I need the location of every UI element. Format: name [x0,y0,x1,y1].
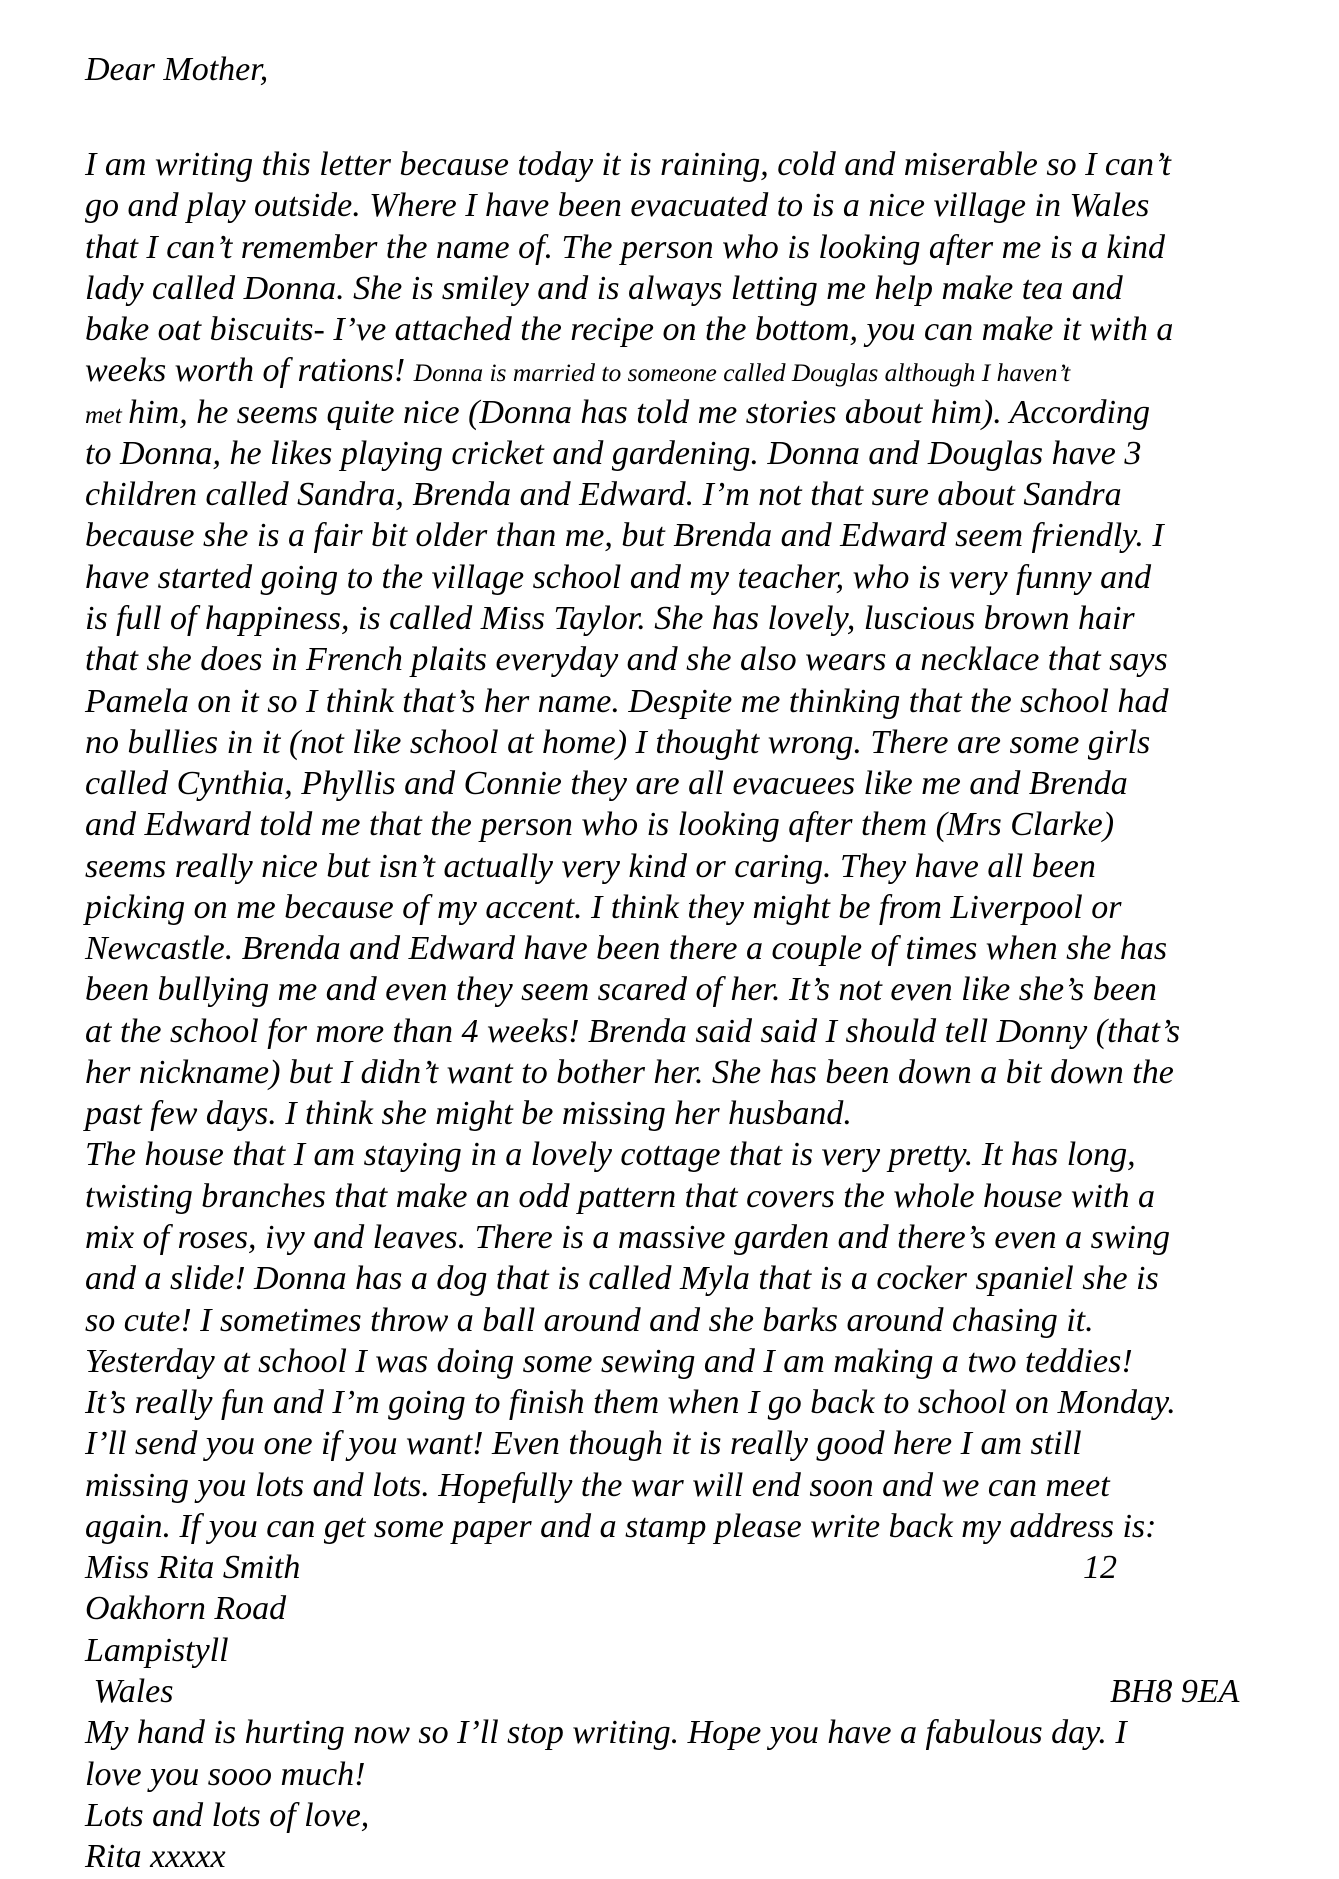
letter-line [85,763,1128,804]
letter-line [85,1258,1159,1299]
line-text: and Edward told me that the person who is looking after them (Mrs Clarke) [85,806,1115,844]
letter-line [85,722,1150,763]
line-text: missing you lots and lots. Hopefully the war will end soon and we can meet [85,1466,1110,1504]
line-text: so cute! I sometimes throw a ball around and she barks around chasing it. [85,1301,1094,1339]
signoff: Lots and lots of love, [85,1796,370,1834]
line-text: Pamela on it so I think that’s her name. Despite me thinking that the school had [85,682,1169,720]
letter-line [85,969,1157,1010]
address-town: Lampistyll [85,1631,229,1669]
line-text: The house that I am staying in a lovely cottage that is very pretty. It has long, [85,1136,1136,1174]
line-text: to Donna, he likes playing cricket and gardening. Donna and Douglas have 3 [85,434,1142,472]
line-text: her nickname) but I didn’t want to bother her. She has been down a bit down the [85,1053,1174,1091]
line-text: lady called Donna. She is smiley and is always letting me help make tea and [85,269,1123,307]
letter-line [85,392,1150,433]
letter-line [85,474,1122,515]
letter-line [85,1134,1136,1175]
line-text: called Cynthia, Phyllis and Connie they are all evacuees like me and Brenda [85,765,1128,803]
small-text: met [85,399,129,429]
line-text: at the school for more than 4 weeks! Brenda said said I should tell Donny (that’s [85,1012,1181,1050]
letter-line [85,681,1168,722]
letter-line [85,350,1070,391]
line-text: Yesterday at school I was doing some sewing and I am making a two teddies! [85,1342,1133,1380]
line-text: picking on me because of my accent. I think they might be from Liverpool or [85,888,1122,926]
letter-line [85,1300,1094,1341]
letter-line [85,598,1135,639]
line-text: children called Sandra, Brenda and Edward. I’m not that sure about Sandra [85,476,1122,514]
letter-line [85,309,1173,350]
line-text: no bullies in it (not like school at home) I thought wrong. There are some girls [85,723,1151,761]
letter-line [85,846,1096,887]
letter-line [85,1423,1082,1464]
line-text: and a slide! Donna has a dog that is called Myla that is a cocker spaniel she is [85,1260,1159,1298]
letter-line [85,928,1167,969]
line-text: I’ll send you one if you want! Even though it is really good here I am still [85,1425,1082,1463]
line-text: bake oat biscuits- I’ve attached the recipe on the bottom, you can make it with a [85,311,1174,349]
letter-line [85,515,1164,556]
line-text: twisting branches that make an odd pattern that covers the whole house with a [85,1177,1155,1215]
letter-line [85,1011,1180,1052]
letter-line [85,804,1114,845]
salutation: Dear Mother, [85,51,269,88]
line-text: is full of happiness, is called Miss Taylor. She has lovely, luscious brown hair [85,599,1135,637]
line-text: seems really nice but isn’t actually very kind or caring. They have all been [85,847,1096,885]
address-house-number: 12 [1083,1549,1117,1587]
letter-line [85,268,1123,309]
line-text: It’s really fun and I’m going to finish them when I go back to school on Monday. [85,1384,1176,1422]
address-postcode: BH8 9EA [1110,1672,1240,1710]
letter-line [85,639,1168,680]
signature: Rita xxxxx [85,1838,226,1876]
line-text: go and play outside. Where I have been evacuated to is a nice village in Wales [85,187,1150,225]
letter-line [85,1176,1155,1217]
line-text: again. If you can get some paper and a stamp please write back my address is: [85,1507,1157,1545]
address-country: Wales [85,1672,174,1710]
line-text: been bullying me and even they seem scared of her. It’s not even like she’s been [85,971,1157,1009]
letter-line [85,887,1121,928]
line-text: because she is a fair bit older than me, but Brenda and Edward seem friendly. I [85,517,1164,555]
line-text: weeks worth of rations! [85,352,414,390]
letter-line [85,1341,1133,1382]
address-street: Oakhorn Road [85,1590,287,1628]
small-text: Donna is married to someone called Douglas although I haven’t [413,358,1071,388]
address-name: Miss Rita Smith [85,1549,301,1587]
line-text: that I can’t remember the name of. The person who is looking after me is a kind [85,228,1165,266]
line-text: I am writing this letter because today it is raining, cold and miserable so I can’t [85,146,1172,183]
line-text: past few days. I think she might be missing her husband. [85,1095,852,1133]
line-text: him, he seems quite nice (Donna has told me stories about him). According [128,393,1150,431]
letter-line [85,227,1165,268]
letter-line [85,185,1149,226]
letter-line [85,1052,1174,1093]
line-text: Newcastle. Brenda and Edward have been there a couple of times when she has [85,930,1168,968]
letter-line [85,1217,1170,1258]
letter-line [85,1093,852,1134]
letter-line [85,1465,1110,1506]
letter-line [85,557,1151,598]
letter-line [85,144,1171,185]
closing-line: love you sooo much! [85,1755,366,1793]
letter-line [85,1382,1176,1423]
closing-line: My hand is hurting now so I’ll stop writing. Hope you have a fabulous day. I [85,1714,1127,1752]
letter-line [85,1506,1156,1547]
line-text: that she does in French plaits everyday and she also wears a necklace that says [85,641,1168,679]
letter-line [85,433,1141,474]
line-text: mix of roses, ivy and leaves. There is a massive garden and there’s even a swing [85,1219,1170,1257]
line-text: have started going to the village school and my teacher, who is very funny and [85,558,1152,596]
